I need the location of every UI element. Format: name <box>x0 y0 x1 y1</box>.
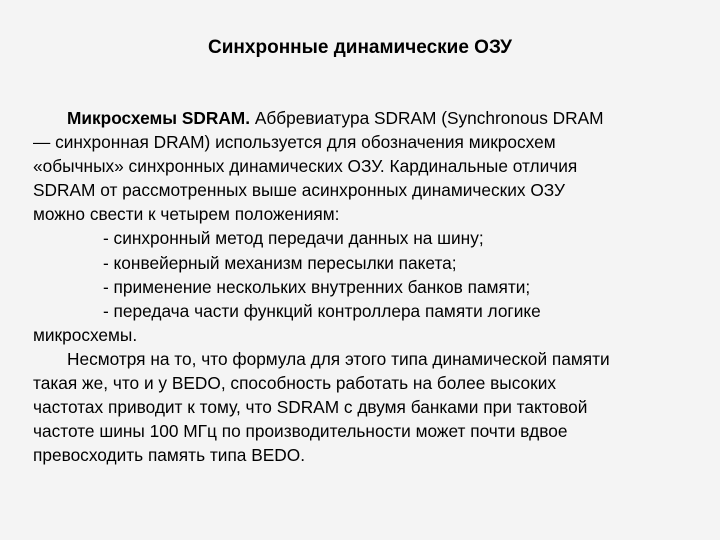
paragraph-2-line-2: такая же, что и у BEDO, способность работать на более высоких <box>33 373 557 394</box>
paragraph-1-line-4: SDRAM от рассмотренных выше асинхронных динамических ОЗУ <box>33 180 565 201</box>
paragraph-1-lead: Микросхемы SDRAM. <box>67 108 251 128</box>
page-title: Синхронные динамические ОЗУ <box>208 37 512 58</box>
list-item: - передача части функций контроллера памяти логике <box>103 300 541 321</box>
paragraph-1-line-1-text: Аббревиатура SDRAM (Synchronous DRAM <box>250 108 604 128</box>
paragraph-1-line-3: «обычных» синхронных динамических ОЗУ. Кардинальные отличия <box>33 156 578 177</box>
paragraph-2-line-4: частоте шины 100 МГц по производительности может почти вдвое <box>33 421 568 442</box>
list-continuation: микросхемы. <box>33 324 138 345</box>
paragraph-1-line-5: можно свести к четырем положениям: <box>33 204 340 225</box>
paragraph-2-line-5: превосходить память типа BEDO. <box>33 445 305 466</box>
document-body <box>33 106 701 467</box>
paragraph-2-line-1: Несмотря на то, что формула для этого типа динамической памяти <box>67 348 610 369</box>
list-item: - конвейерный механизм пересылки пакета; <box>103 252 457 273</box>
paragraph-1-line-2: — синхронная DRAM) используется для обозначения микросхем <box>33 132 556 153</box>
paragraph-1-line-1 <box>33 106 701 130</box>
paragraph-2-line-3: частотах приводит к тому, что SDRAM с двумя банками при тактовой <box>33 397 588 418</box>
list-item: - синхронный метод передачи данных на шину; <box>103 228 484 249</box>
list-item: - применение нескольких внутренних банков памяти; <box>103 276 531 297</box>
